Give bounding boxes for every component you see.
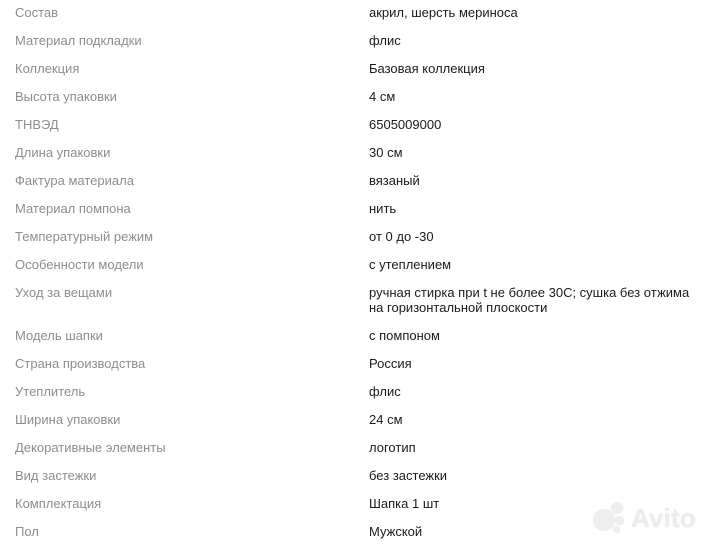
- spec-row: [0, 84, 706, 112]
- spec-value: акрил, шерсть мериноса: [369, 5, 518, 20]
- spec-row: [0, 196, 706, 224]
- spec-label: Особенности модели: [15, 257, 144, 272]
- spec-row: [0, 351, 706, 379]
- spec-row: [0, 252, 706, 280]
- spec-label: Комплектация: [15, 496, 102, 511]
- spec-value: флис: [369, 33, 401, 48]
- spec-row: [0, 379, 706, 407]
- spec-value: 6505009000: [369, 117, 442, 132]
- spec-label: Коллекция: [15, 61, 80, 76]
- spec-row: [0, 168, 706, 196]
- spec-value: от 0 до -30: [369, 229, 434, 244]
- spec-label: Декоративные элементы: [15, 440, 166, 455]
- spec-row: [0, 435, 706, 463]
- spec-row: [0, 0, 706, 28]
- spec-value: Шапка 1 шт: [369, 496, 440, 511]
- spec-value: с помпоном: [369, 328, 440, 343]
- spec-label: Материал помпона: [15, 201, 131, 216]
- spec-label: Утеплитель: [15, 384, 86, 399]
- spec-value: 4 см: [369, 89, 396, 104]
- spec-value: флис: [369, 384, 401, 399]
- spec-label: ТНВЭД: [15, 117, 59, 132]
- spec-value: нить: [369, 201, 397, 216]
- spec-label: Длина упаковки: [15, 145, 111, 160]
- spec-label: Вид застежки: [15, 468, 97, 483]
- spec-row: [0, 491, 706, 519]
- spec-label: Состав: [15, 5, 59, 20]
- spec-label: Страна производства: [15, 356, 146, 371]
- spec-row: [0, 519, 706, 547]
- spec-value: Мужской: [369, 524, 423, 539]
- spec-row: [0, 140, 706, 168]
- spec-row: [0, 463, 706, 491]
- spec-value: 24 см: [369, 412, 403, 427]
- spec-row: [0, 323, 706, 351]
- spec-row: [0, 407, 706, 435]
- spec-value: с утеплением: [369, 257, 452, 272]
- spec-label: Модель шапки: [15, 328, 103, 343]
- spec-value: вязаный: [369, 173, 420, 188]
- spec-label: Материал подкладки: [15, 33, 142, 48]
- spec-row: [0, 224, 706, 252]
- spec-row: [0, 56, 706, 84]
- spec-value: Россия: [369, 356, 412, 371]
- spec-label: Ширина упаковки: [15, 412, 121, 427]
- spec-value: без застежки: [369, 468, 448, 483]
- spec-label: Уход за вещами: [15, 285, 113, 300]
- spec-row: [0, 112, 706, 140]
- spec-value: Базовая коллекция: [369, 61, 485, 76]
- spec-label: Пол: [15, 524, 39, 539]
- spec-row: [0, 28, 706, 56]
- spec-label: Температурный режим: [15, 229, 154, 244]
- spec-value: логотип: [369, 440, 416, 455]
- spec-row: [0, 280, 706, 323]
- spec-label: Фактура материала: [15, 173, 134, 188]
- avito-watermark-text: Avito: [630, 502, 696, 533]
- spec-value: 30 см: [369, 145, 403, 160]
- spec-value: ручная стирка при t не более 30С; сушка без отжима на горизонтальной плоскости: [369, 285, 690, 315]
- spec-label: Высота упаковки: [15, 89, 117, 104]
